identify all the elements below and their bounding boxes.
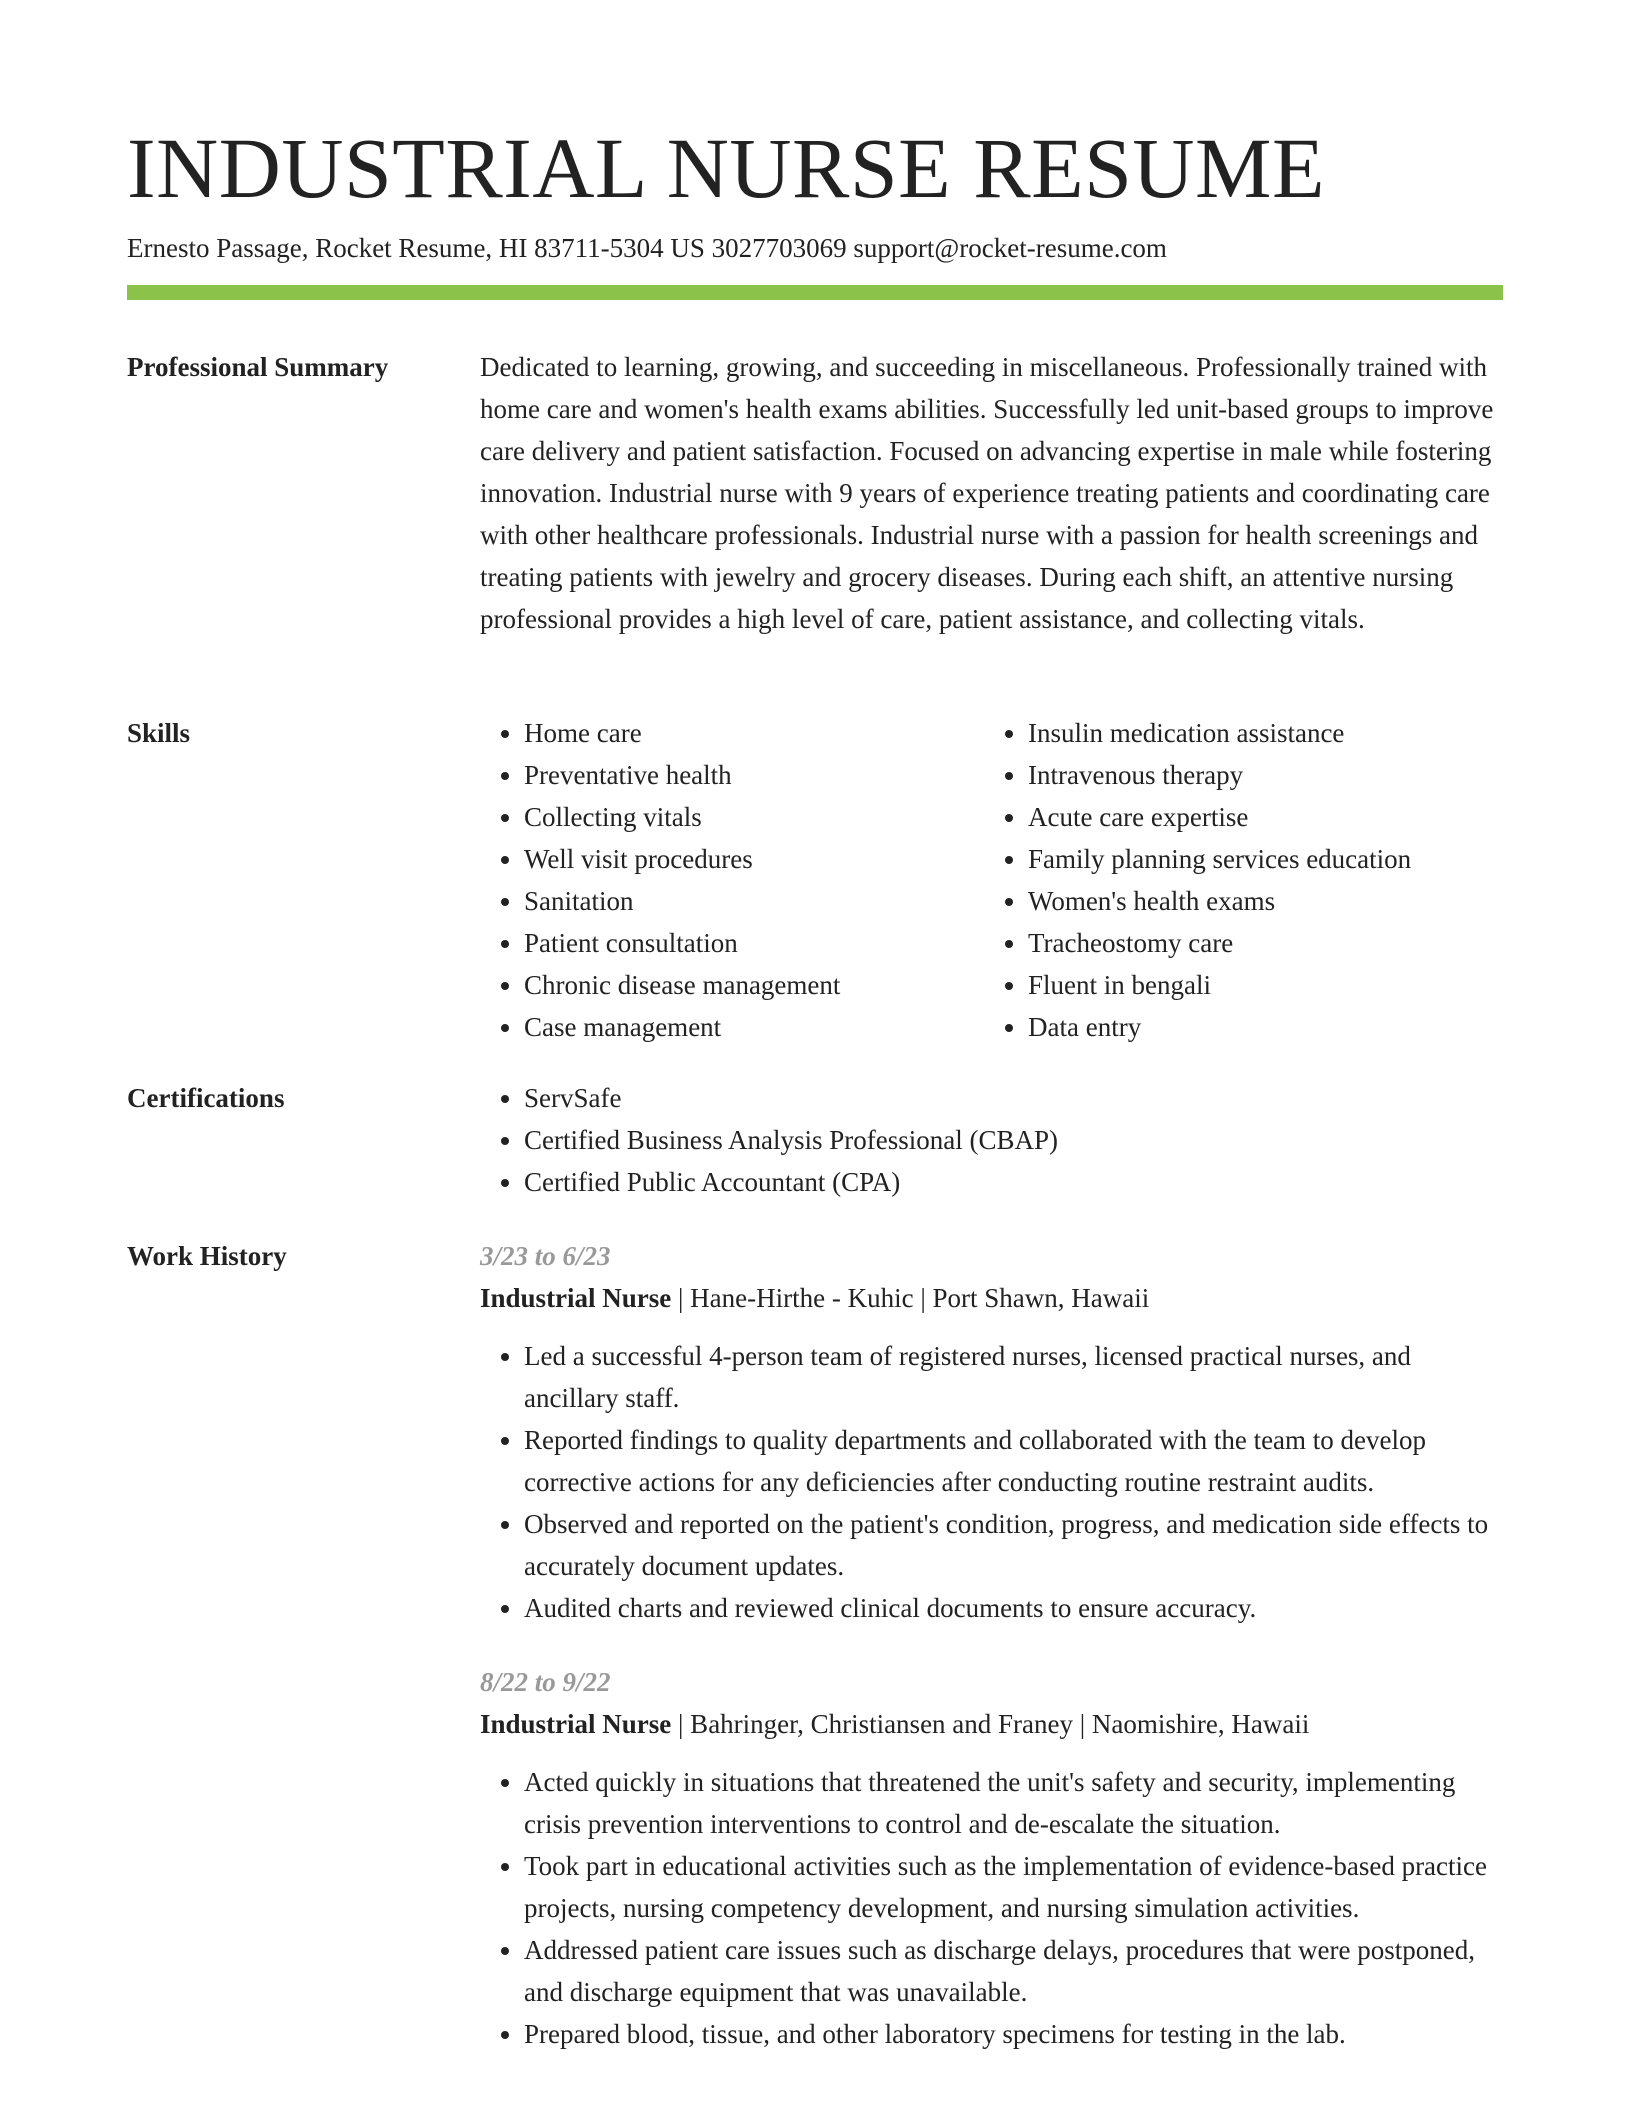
job-bullet: • Addressed patient care issues such as discharge delays, procedures that were postponed, and discharge equipment that was unavailable. bbox=[524, 1929, 1503, 2013]
job-bullet: • Reported findings to quality departments and collaborated with the team to develop corrective actions for any deficiencies after conducting routine restraint audits. bbox=[524, 1419, 1503, 1503]
job-title: Industrial Nurse bbox=[480, 1283, 672, 1313]
certifications-section bbox=[127, 1077, 1503, 1207]
job-details: | Bahringer, Christiansen and Franey | Naomishire, Hawaii bbox=[671, 1709, 1310, 1739]
skill-item: • Case management bbox=[524, 1006, 984, 1048]
summary-section bbox=[127, 346, 1503, 686]
job-bullet: • Acted quickly in situations that threatened the unit's safety and security, implementing crisis prevention interventions to control and de-escalate the situation. bbox=[524, 1761, 1503, 1845]
job-bullet: • Prepared blood, tissue, and other laboratory specimens for testing in the lab. bbox=[524, 2013, 1503, 2055]
job-heading bbox=[480, 1703, 1503, 1745]
skills-column-left bbox=[480, 712, 984, 1048]
summary-body bbox=[480, 346, 1503, 640]
job-dates: 8/22 to 9/22 bbox=[480, 1667, 611, 1697]
certifications-list bbox=[480, 1077, 1503, 1203]
skill-item: • Data entry bbox=[1028, 1006, 1488, 1048]
skills-column-right bbox=[984, 712, 1488, 1048]
certification-item: • Certified Public Accountant (CPA) bbox=[524, 1161, 1503, 1203]
job-bullet: • Observed and reported on the patient's condition, progress, and medication side effects to accurately document updates. bbox=[524, 1503, 1503, 1587]
job-entry bbox=[480, 1235, 1503, 1629]
header-divider bbox=[127, 285, 1503, 300]
skill-item: • Insulin medication assistance bbox=[1028, 712, 1488, 754]
skill-item: • Preventative health bbox=[524, 754, 984, 796]
skill-item: • Tracheostomy care bbox=[1028, 922, 1488, 964]
certification-item: • Certified Business Analysis Professional (CBAP) bbox=[524, 1119, 1503, 1161]
job-details: | Hane-Hirthe - Kuhic | Port Shawn, Hawaii bbox=[671, 1283, 1150, 1313]
skill-item: • Fluent in bengali bbox=[1028, 964, 1488, 1006]
summary-heading: Professional Summary bbox=[127, 352, 389, 382]
skill-item: • Home care bbox=[524, 712, 984, 754]
skill-item: • Patient consultation bbox=[524, 922, 984, 964]
work-history-body bbox=[480, 1235, 1503, 2055]
skills-section bbox=[127, 712, 1503, 1052]
job-entry bbox=[480, 1661, 1503, 2055]
skill-item: • Sanitation bbox=[524, 880, 984, 922]
skill-item: • Family planning services education bbox=[1028, 838, 1488, 880]
skills-columns bbox=[480, 712, 1503, 1048]
job-bullets bbox=[480, 1761, 1503, 2055]
skills-list-left bbox=[480, 712, 984, 1048]
skill-item: • Well visit procedures bbox=[524, 838, 984, 880]
certifications-body bbox=[480, 1077, 1503, 1203]
skill-item: • Women's health exams bbox=[1028, 880, 1488, 922]
certification-item: • ServSafe bbox=[524, 1077, 1503, 1119]
skill-item: • Chronic disease management bbox=[524, 964, 984, 1006]
job-title: Industrial Nurse bbox=[480, 1709, 672, 1739]
certifications-heading: Certifications bbox=[127, 1083, 285, 1113]
work-history-heading: Work History bbox=[127, 1241, 287, 1271]
summary-text: Dedicated to learning, growing, and succeeding in miscellaneous. Professionally trained with home care and women's health exams abilities. Successfully led unit-based groups to improve care delivery and patient satisfaction. Focused on advancing expertise in male while fostering innovation. Industrial nurse with 9 years of experience treating patients and coordinating care with other healthcare professionals. Industrial nurse with a passion for health screenings and treating patients with jewelry and grocery diseases. During each shift, an attentive nursing professional provides a high level of care, patient assistance, and collecting vitals. bbox=[480, 352, 1494, 634]
skills-list-right bbox=[984, 712, 1488, 1048]
job-heading bbox=[480, 1277, 1503, 1319]
skills-heading: Skills bbox=[127, 718, 191, 748]
skill-item: • Collecting vitals bbox=[524, 796, 984, 838]
skill-item: • Intravenous therapy bbox=[1028, 754, 1488, 796]
job-bullet: • Audited charts and reviewed clinical documents to ensure accuracy. bbox=[524, 1587, 1503, 1629]
job-bullet: • Led a successful 4-person team of registered nurses, licensed practical nurses, and ancillary staff. bbox=[524, 1335, 1503, 1419]
work-history-section bbox=[127, 1235, 1503, 2095]
contact-line: Ernesto Passage, Rocket Resume, HI 83711-5304 US 3027703069 support@rocket-resume.com bbox=[127, 233, 1167, 263]
job-bullet: • Took part in educational activities such as the implementation of evidence-based practice projects, nursing competency development, and nursing simulation activities. bbox=[524, 1845, 1503, 1929]
job-bullets bbox=[480, 1335, 1503, 1629]
skills-body bbox=[480, 712, 1503, 1048]
resume-title: INDUSTRIAL NURSE RESUME bbox=[127, 120, 1326, 216]
job-dates: 3/23 to 6/23 bbox=[480, 1241, 611, 1271]
skill-item: • Acute care expertise bbox=[1028, 796, 1488, 838]
